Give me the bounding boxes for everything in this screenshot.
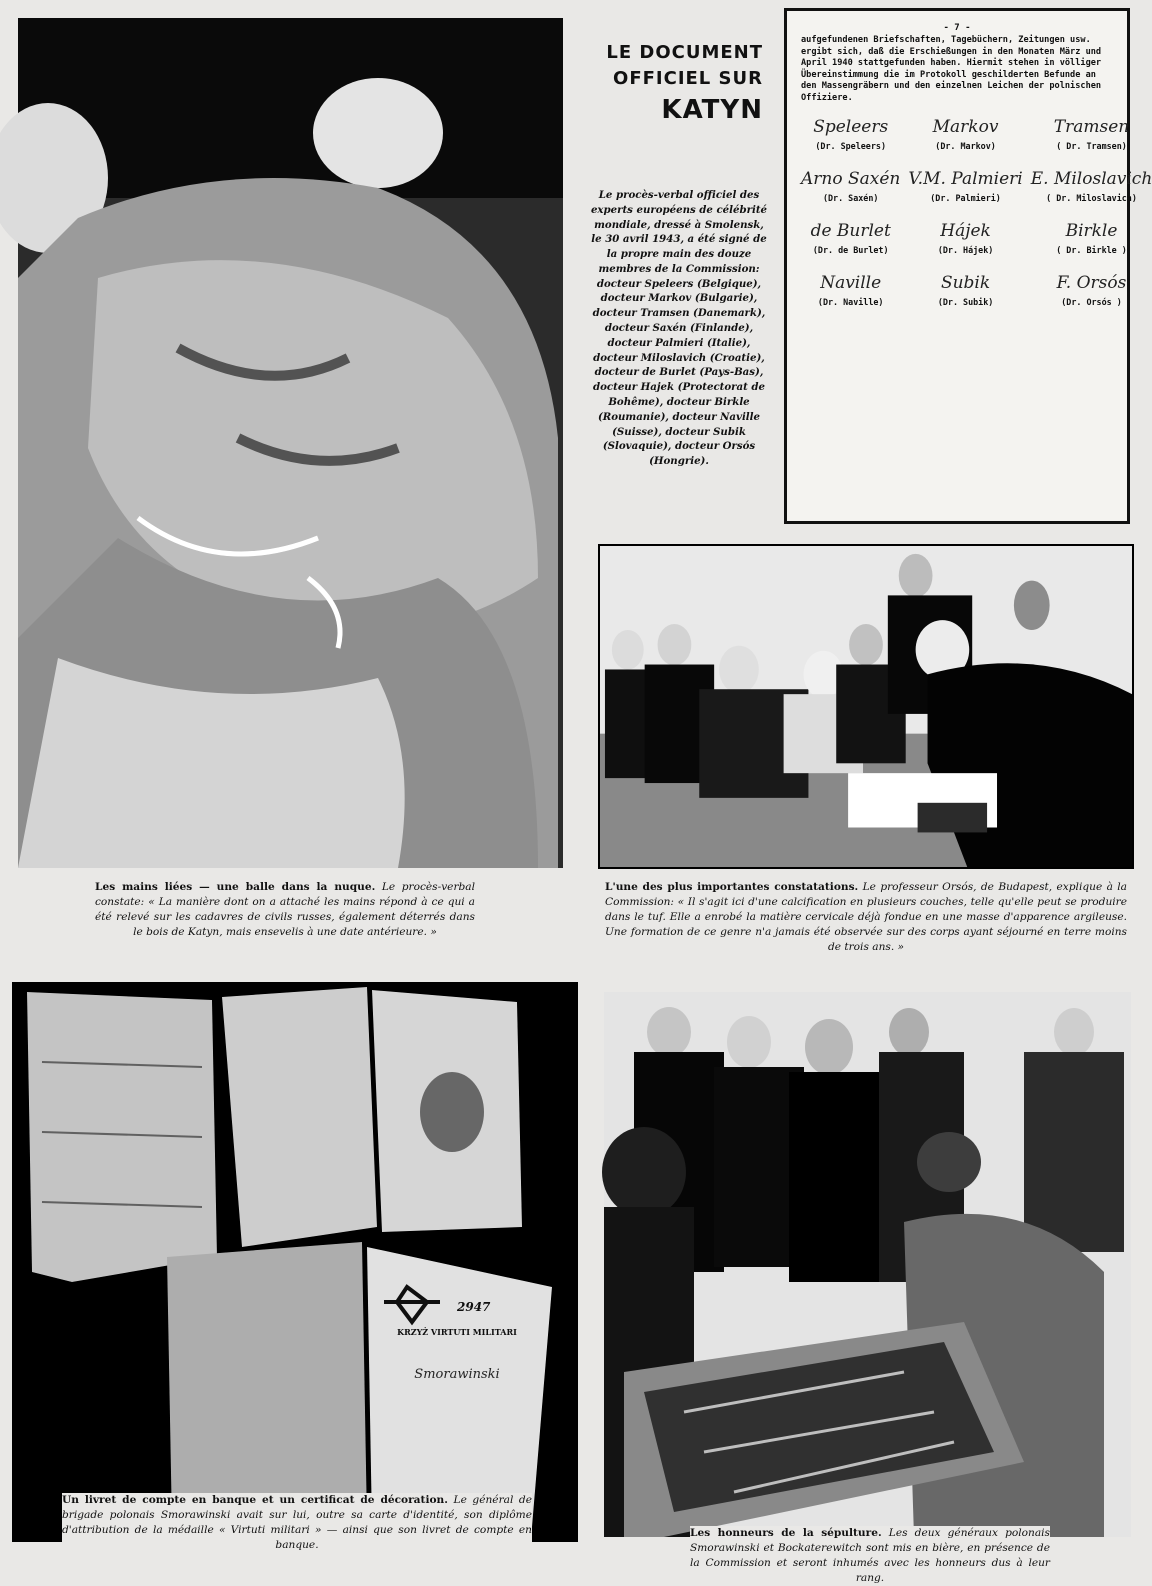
headline-line-3: KATYN xyxy=(661,95,763,125)
certificate-name: Smorawinski xyxy=(414,1367,500,1382)
signature xyxy=(801,117,900,151)
photo-burial-honours-image xyxy=(604,992,1131,1537)
signature-scrawl: Birkle xyxy=(1065,220,1118,241)
signature xyxy=(908,169,1022,203)
photo-bound-hands-image xyxy=(18,18,563,868)
signatory-name: (Dr. Markov) xyxy=(935,140,996,151)
signature xyxy=(801,169,900,203)
caption-bound-hands-text: Le procès-verbal constate: « La manière dont on a attaché les mains répond à ce qui a été relevé sur les cadavres de civils russes, également déterrés dans le bois de Katyn, mais ensevelis à une date antérieure. » xyxy=(95,881,475,939)
signatory-name: (Dr. Palmieri) xyxy=(930,192,1001,203)
signature xyxy=(801,221,900,255)
signatory-name: (Dr. de Burlet) xyxy=(812,244,889,255)
signature xyxy=(1031,221,1152,255)
signature xyxy=(1031,117,1152,151)
signature-scrawl: V.M. Palmieri xyxy=(908,168,1023,189)
signature-scrawl: E. Miloslavich xyxy=(1030,168,1152,189)
signature-scrawl: Tramsen xyxy=(1053,116,1130,137)
signatory-name: (Dr. Hájek) xyxy=(937,244,994,255)
signatory-name: (Dr. Saxén) xyxy=(822,192,879,203)
caption-bank-book-certificate-bold: Un livret de compte en banque et un certificat de décoration. xyxy=(62,1494,448,1506)
signatory-name: (Dr. Subik) xyxy=(937,296,994,307)
caption-burial-honours xyxy=(690,1526,1050,1586)
caption-commission-examination-bold: L'une des plus importantes constatations. xyxy=(605,881,859,893)
photo-commission-examination-image xyxy=(600,546,1132,867)
signatory-name: ( Dr. Birkle ) xyxy=(1056,244,1127,255)
caption-bank-book-certificate xyxy=(62,1493,532,1553)
signature-grid xyxy=(801,116,1152,307)
caption-commission-examination xyxy=(605,880,1127,955)
caption-bound-hands xyxy=(95,880,475,940)
signature-scrawl: Markov xyxy=(932,116,999,137)
official-document xyxy=(784,8,1152,524)
signatory-name: ( Dr. Miloslavich) xyxy=(1046,192,1137,203)
signature-scrawl: Hájek xyxy=(940,220,991,241)
page-headline xyxy=(585,40,763,128)
signature xyxy=(908,273,1022,307)
signatory-name: (Dr. Orsós ) xyxy=(1061,296,1122,307)
document-page-marker: - 7 - xyxy=(943,23,971,33)
caption-bound-hands-bold: Les mains liées — une balle dans la nuque. xyxy=(95,881,376,893)
signature-scrawl: de Burlet xyxy=(810,220,891,241)
signature-scrawl: F. Orsós xyxy=(1056,272,1127,293)
signature-scrawl: Subik xyxy=(940,272,991,293)
caption-commission-examination-text: Le professeur Orsós, de Budapest, explique à la Commission: « Il s'agit ici d'une calcification en plusieurs couches, telle qu'elle peut se produire dans le tuf. Elle a enrobé la matière cervicale déjà fondue en une masse d'apparence argileuse. Une formation de ce genre n'a jamais été observée sur des corps ayant séjourné en terre moins de trois ans. » xyxy=(605,881,1127,954)
signature xyxy=(1031,169,1152,203)
signature xyxy=(908,117,1022,151)
signatory-name: (Dr. Naville) xyxy=(817,296,884,307)
intro-paragraph: Le procès-verbal officiel des experts européens de célébrité mondiale, dressé à Smolensk, le 30 avril 1943, a été signé de la propre main des douze membres de la Commission: docteur Speleers (Belgique), docteur Markov (Bulgarie), docteur Tramsen (Danemark), docteur Saxén (Finlande), docteur Palmieri (Italie), docteur Miloslavich (Croatie), docteur de Burlet (Pays-Bas), docteur Hajek (Protectorat de Bohême), docteur Birkle (Roumanie), docteur Naville (Suisse), docteur Subik (Slovaquie), docteur Orsós (Hongrie). xyxy=(590,189,768,468)
photo-bank-book-certificate xyxy=(12,982,578,1542)
document-text: aufgefundenen Briefschaften, Tagebüchern, Zeitungen usw. ergibt sich, daß die Erschießungen in den Monaten März und April 1940 stattgefunden haben. Hiermit stehen in völliger Übereinstimmung die im Protokoll geschilderten Befunde an den Massengräbern und den einzelnen Leichen der polnischen Offiziere. xyxy=(801,35,1107,103)
photo-commission-examination xyxy=(598,544,1134,869)
signature xyxy=(801,273,900,307)
signature xyxy=(1031,273,1152,307)
photo-bound-hands xyxy=(18,18,563,868)
headline-line-2: OFFICIEL SUR xyxy=(613,68,763,89)
certificate-title: KRZYŻ VIRTUTI MILITARI xyxy=(397,1327,517,1337)
caption-burial-honours-text: Les deux généraux polonais Smorawinski et Bockaterewitch sont mis en bière, en présence de la Commission et seront inhumés avec les honneurs dus à leur rang. xyxy=(690,1527,1050,1585)
caption-burial-honours-bold: Les honneurs de la sépulture. xyxy=(690,1527,882,1539)
certificate-year: 2947 xyxy=(457,1300,491,1314)
signatory-name: ( Dr. Tramsen) xyxy=(1056,140,1127,151)
photo-bank-book-certificate-image xyxy=(12,982,578,1542)
signature-scrawl: Speleers xyxy=(813,116,889,137)
signatory-name: (Dr. Speleers) xyxy=(815,140,886,151)
signature-scrawl: Naville xyxy=(820,272,882,293)
photo-burial-honours xyxy=(604,992,1131,1537)
signature-scrawl: Arno Saxén xyxy=(801,168,901,189)
caption-bank-book-certificate-text: Le général de brigade polonais Smorawinski avait sur lui, outre sa carte d'identité, son diplôme d'attribution de la médaille « Virtuti militari » — ainsi que son livret de compte en banque. xyxy=(62,1494,532,1552)
headline-line-1: LE DOCUMENT xyxy=(606,42,763,63)
signature xyxy=(908,221,1022,255)
